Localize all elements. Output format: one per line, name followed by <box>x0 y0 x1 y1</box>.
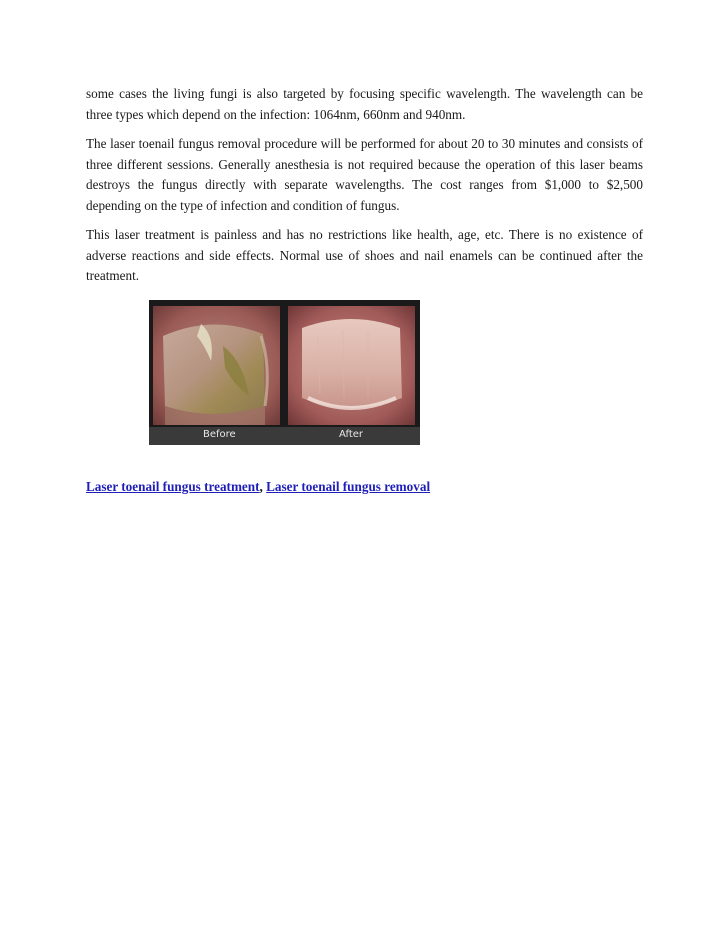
link-separator: , <box>259 478 263 494</box>
caption-bar <box>149 427 420 445</box>
paragraph-wavelength: some cases the living fungi is also targeted by focusing specific wavelength. The wavelength can be three types which depend on the infection: 1064nm, 660nm and 940nm. <box>86 86 643 122</box>
before-after-image <box>149 300 420 445</box>
paragraph-procedure: The laser toenail fungus removal procedure will be performed for about 20 to 30 minutes and consists of three different sessions. Generally anesthesia is not required because the operation of this laser beams destroys the fungus directly with separate wavelengths. The cost ranges from $1,000 to $2,500 depending on the type of infection and condition of fungus. <box>86 136 643 213</box>
before-photo <box>153 306 280 425</box>
after-caption: After <box>339 428 364 440</box>
link-laser-toenail-fungus-removal[interactable]: Laser toenail fungus removal <box>266 478 431 494</box>
document-page <box>86 84 643 496</box>
related-links <box>86 478 643 496</box>
before-caption: Before <box>203 428 236 440</box>
link-laser-toenail-fungus-treatment[interactable]: Laser toenail fungus treatment <box>86 478 260 494</box>
after-photo <box>288 306 415 425</box>
paragraph-painless: This laser treatment is painless and has no restrictions like health, age, etc. There is no existence of adverse reactions and side effects. Normal use of shoes and nail enamels can be continued after the treatment. <box>86 227 643 283</box>
